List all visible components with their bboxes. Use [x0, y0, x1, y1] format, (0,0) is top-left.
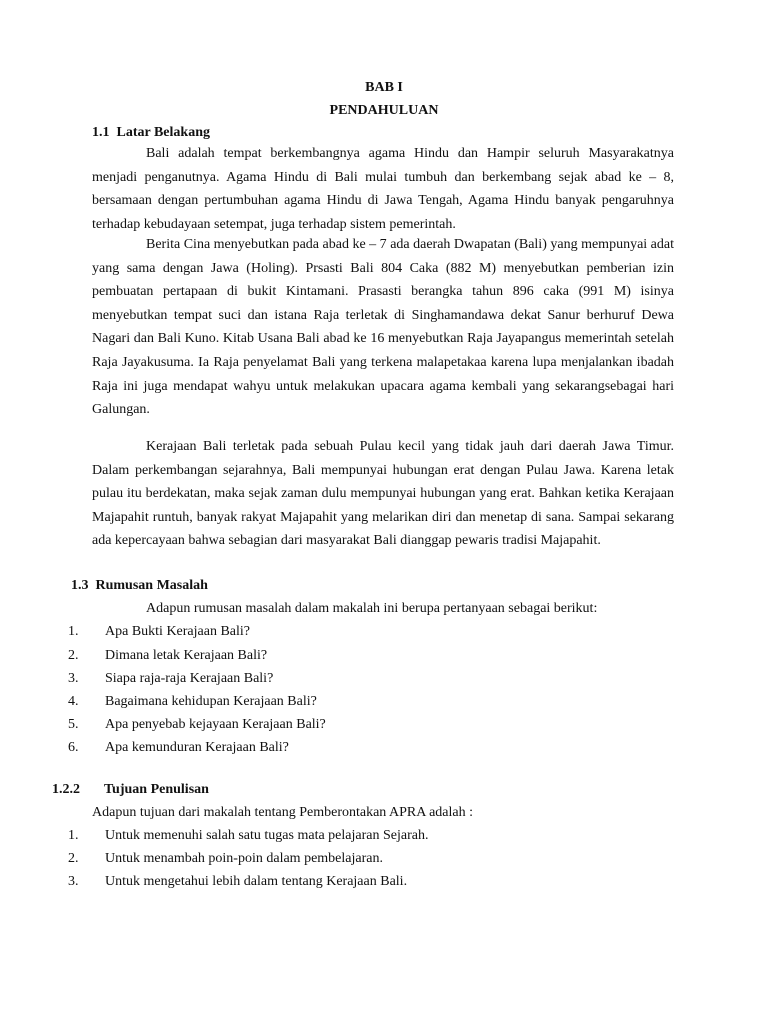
paragraph-2: Berita Cina menyebutkan pada abad ke – 7 ada daerah Dwapatan (Bali) yang mempunyai adat yang sama dengan Jawa (Holing). Prsasti Bali 804 Caka (882 M) menyebutkan pemberian izin pembuatan pertapaan di bukit Kintamani. Prasasti berangka tahun 896 caka (991 M) isinya menyebutkan tempat suci dan istana Raja terletak di Singhamandawa dekat Sanur berhuruf Dewa Nagari dan Bali Kuno. Kitab Usana Bali abad ke 16 menyebutkan Raja Jayapangus memerintah setelah Raja Jayakusuma. Ia Raja penyelamat Bali yang terkena malapetakaa karena lupa menjalankan ibadah Raja ini juga mendapat wahyu untuk melakukan upacara agama kembali yang sekarangsebagai hari Galungan.: [92, 237, 674, 418]
section-1-2-2-number: 1.2.2: [52, 782, 80, 797]
list-item-number: 3.: [68, 671, 79, 686]
list-item-number: 5.: [68, 717, 79, 732]
section-1-3-heading: [71, 578, 208, 594]
list-item-number: 6.: [68, 740, 79, 755]
list-item: Untuk memenuhi salah satu tugas mata pelajaran Sejarah.: [105, 828, 429, 843]
chapter-label: BAB I: [365, 80, 403, 95]
section-number: 1.3: [71, 578, 89, 593]
list-item: Bagaimana kehidupan Kerajaan Bali?: [105, 694, 317, 709]
section-1-2-2-title: Tujuan Penulisan: [104, 782, 209, 797]
paragraph-3: Kerajaan Bali terletak pada sebuah Pulau kecil yang tidak jauh dari daerah Jawa Timur. Dalam perkembangan sejarahnya, Bali mempunyai hubungan erat dengan Pulau Jawa. Karena letak pulau itu berdekatan, maka sejak zaman dulu mempunyai hubungan yang erat. Bahkan ketika Kerajaan Majapahit runtuh, banyak rakyat Majapahit yang melarikan diri dan menetap di sana. Sampai sekarang ada kepercayaan bahwa sebagian dari masyarakat Bali dianggap pewaris tradisi Majapahit.: [92, 439, 674, 549]
list-item: Apa kemunduran Kerajaan Bali?: [105, 740, 289, 755]
section-number: 1.1: [92, 125, 110, 140]
list-item: Untuk menambah poin-poin dalam pembelajaran.: [105, 851, 383, 866]
list-item-number: 3.: [68, 874, 79, 889]
paragraph-1: Bali adalah tempat berkembangnya agama Hindu dan Hampir seluruh Masyarakatnya menjadi penganutnya. Agama Hindu di Bali mulai tumbuh dan berkembang sejak abad ke – 8, bersamaan dengan pertumbuhan agama Hindu di Jawa Tengah, Agama Hindu banyak pengaruhnya terhadap kebudayaan setempat, juga terhadap sistem pemerintah.: [92, 146, 674, 232]
list-item-number: 2.: [68, 851, 79, 866]
list-item: Apa Bukti Kerajaan Bali?: [105, 624, 251, 639]
section-title: Latar Belakang: [116, 125, 210, 140]
section-title: Rumusan Masalah: [95, 578, 208, 593]
list-item-number: 1.: [68, 624, 79, 639]
list-item-number: 2.: [68, 648, 79, 663]
list-item: Dimana letak Kerajaan Bali?: [105, 648, 268, 663]
section-1-2-2-intro: Adapun tujuan dari makalah tentang Pemberontakan APRA adalah :: [92, 805, 474, 820]
list-item-number: 1.: [68, 828, 79, 843]
section-1-3-intro: Adapun rumusan masalah dalam makalah ini berupa pertanyaan sebagai berikut:: [146, 601, 598, 616]
list-item: Siapa raja-raja Kerajaan Bali?: [105, 671, 274, 686]
list-item-number: 4.: [68, 694, 79, 709]
list-item: Untuk mengetahui lebih dalam tentang Kerajaan Bali.: [105, 874, 408, 889]
section-1-1-heading: [92, 125, 210, 141]
chapter-title: PENDAHULUAN: [329, 103, 439, 118]
list-item: Apa penyebab kejayaan Kerajaan Bali?: [105, 717, 326, 732]
